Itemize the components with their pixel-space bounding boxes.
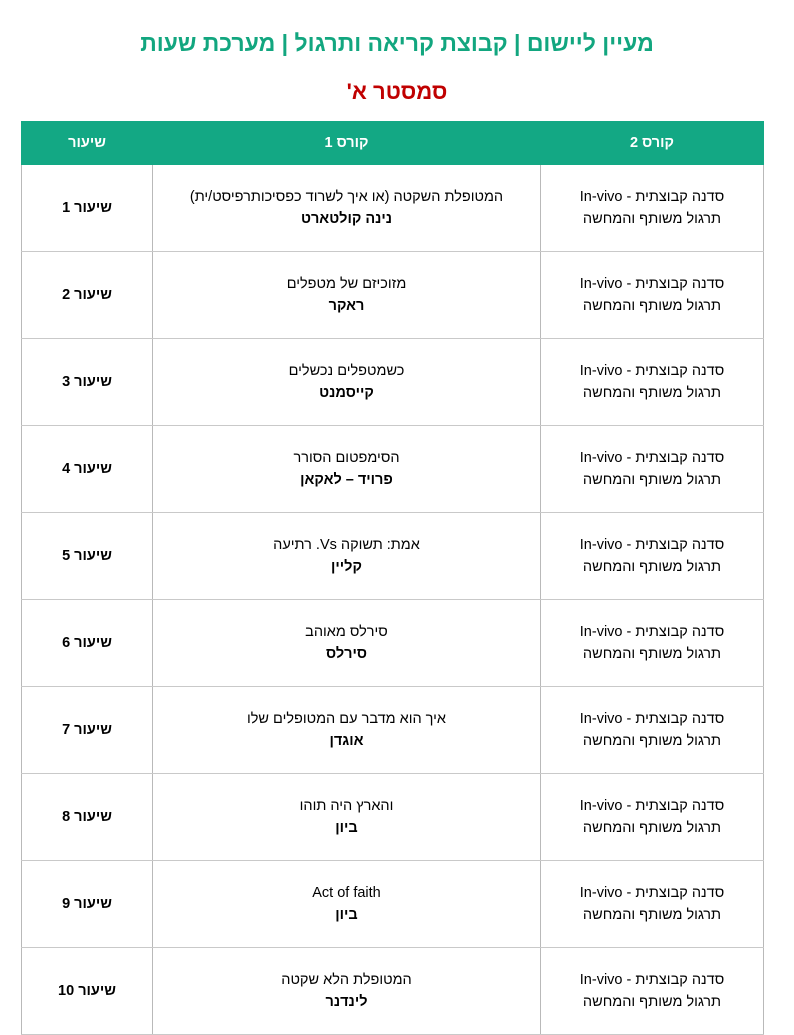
- cell-lesson: שיעור 9: [22, 861, 153, 948]
- course1-topic: הסימפטום הסורר: [293, 449, 400, 466]
- cell-course1: [153, 165, 541, 252]
- course1-author: נינה קולטארט: [300, 211, 393, 227]
- course1-author: אוגדן: [329, 733, 364, 749]
- course1-author: פרויד – לאקאן: [300, 472, 393, 488]
- cell-lesson: שיעור 8: [22, 774, 153, 861]
- cell-lesson: שיעור 10: [22, 948, 153, 1035]
- cell-course2: [541, 426, 764, 513]
- course1-author: ביון: [335, 907, 358, 923]
- table-row: [22, 165, 764, 252]
- cell-course2: [541, 687, 764, 774]
- course1-author: סירלס: [326, 646, 367, 662]
- table-row: [22, 861, 764, 948]
- column-header-course1: קורס 1: [153, 122, 541, 165]
- course2-line1: סדנה קבוצתית - In-vivo: [579, 710, 725, 727]
- table-row: [22, 252, 764, 339]
- course1-topic: סירלס מאוהב: [305, 623, 388, 640]
- cell-course1: [153, 774, 541, 861]
- course2-line2: תרגול משותף והמחשה: [582, 907, 722, 923]
- cell-lesson: שיעור 4: [22, 426, 153, 513]
- course2-line1: סדנה קבוצתית - In-vivo: [579, 536, 725, 553]
- course1-author: קליין: [331, 559, 362, 575]
- table-header: [22, 122, 764, 165]
- cell-lesson: שיעור 1: [22, 165, 153, 252]
- course2-line1: סדנה קבוצתית - In-vivo: [579, 884, 725, 901]
- course1-topic: Act of faith: [312, 884, 381, 901]
- course1-author: ראקר: [328, 298, 365, 314]
- cell-course1: [153, 948, 541, 1035]
- course1-author: לינדנר: [325, 994, 368, 1010]
- table-header-row: [22, 122, 764, 165]
- cell-lesson: שיעור 2: [22, 252, 153, 339]
- column-header-lesson: שיעור: [22, 122, 153, 165]
- course2-line1: סדנה קבוצתית - In-vivo: [579, 971, 725, 988]
- course1-topic: המטופלת השקטה (או איך לשרוד כפסיכותרפיסט/ית): [189, 188, 504, 205]
- cell-course1: [153, 861, 541, 948]
- cell-course2: [541, 861, 764, 948]
- table-row: [22, 513, 764, 600]
- course1-topic: מזוכיזם של מטפלים: [286, 275, 407, 292]
- table-row: [22, 339, 764, 426]
- cell-course1: [153, 252, 541, 339]
- table-body: [22, 165, 764, 1035]
- course2-line1: סדנה קבוצתית - In-vivo: [579, 362, 725, 379]
- cell-course1: [153, 600, 541, 687]
- cell-lesson: שיעור 7: [22, 687, 153, 774]
- table-row: [22, 687, 764, 774]
- course2-line1: סדנה קבוצתית - In-vivo: [579, 275, 725, 292]
- course2-line1: סדנה קבוצתית - In-vivo: [579, 449, 725, 466]
- cell-course1: [153, 513, 541, 600]
- cell-course2: [541, 513, 764, 600]
- cell-course2: [541, 600, 764, 687]
- cell-course2: [541, 165, 764, 252]
- cell-course1: [153, 687, 541, 774]
- course1-topic: והארץ היה תוהו: [299, 797, 394, 814]
- course2-line1: סדנה קבוצתית - In-vivo: [579, 188, 725, 205]
- course1-topic: כשמטפלים נכשלים: [288, 362, 405, 379]
- schedule-table: [21, 121, 764, 1035]
- course2-line2: תרגול משותף והמחשה: [582, 646, 722, 662]
- course1-author: ביון: [335, 820, 358, 836]
- course2-line2: תרגול משותף והמחשה: [582, 733, 722, 749]
- cell-lesson: שיעור 3: [22, 339, 153, 426]
- course2-line2: תרגול משותף והמחשה: [582, 385, 722, 401]
- course2-line2: תרגול משותף והמחשה: [582, 298, 722, 314]
- course2-line1: סדנה קבוצתית - In-vivo: [579, 797, 725, 814]
- course1-topic: המטופלת הלא שקטה: [281, 971, 412, 988]
- table-row: [22, 948, 764, 1035]
- table-row: [22, 600, 764, 687]
- cell-course2: [541, 252, 764, 339]
- course2-line2: תרגול משותף והמחשה: [582, 472, 722, 488]
- cell-course1: [153, 426, 541, 513]
- course2-line2: תרגול משותף והמחשה: [582, 211, 722, 227]
- course2-line2: תרגול משותף והמחשה: [582, 559, 722, 575]
- course2-line1: סדנה קבוצתית - In-vivo: [579, 623, 725, 640]
- cell-course2: [541, 774, 764, 861]
- course1-author: קייסמנט: [319, 385, 374, 401]
- cell-course2: [541, 339, 764, 426]
- column-header-course2: קורס 2: [541, 122, 764, 165]
- page-title: מעיין ליישום | קבוצת קריאה ותרגול | מערכת שעות: [140, 30, 654, 56]
- cell-lesson: שיעור 5: [22, 513, 153, 600]
- cell-course1: [153, 339, 541, 426]
- course2-line2: תרגול משותף והמחשה: [582, 820, 722, 836]
- cell-course2: [541, 948, 764, 1035]
- course2-line2: תרגול משותף והמחשה: [582, 994, 722, 1010]
- course1-topic: אמת: תשוקה Vs. רתיעה: [273, 536, 420, 553]
- table-row: [22, 426, 764, 513]
- course1-topic: איך הוא מדבר עם המטופלים שלו: [246, 710, 447, 727]
- cell-lesson: שיעור 6: [22, 600, 153, 687]
- semester-title: סמסטר א': [346, 79, 448, 104]
- table-row: [22, 774, 764, 861]
